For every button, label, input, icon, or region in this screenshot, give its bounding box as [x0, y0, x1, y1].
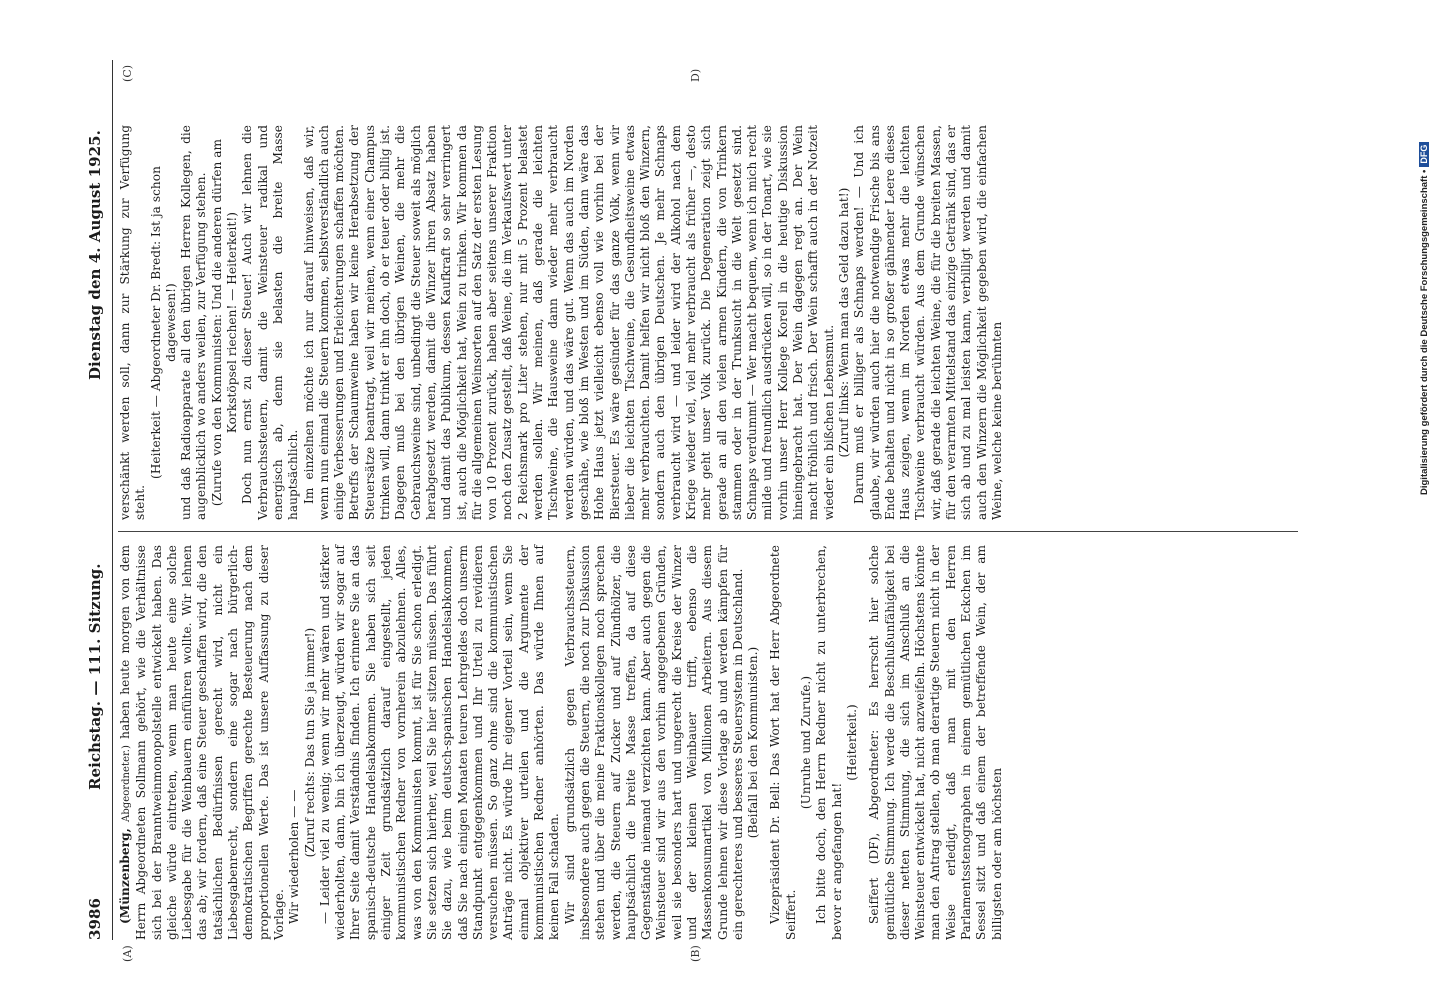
page-header: [88, 60, 110, 940]
session-date: Dienstag den 4. August 1925.: [86, 130, 104, 380]
paragraph-text: Im einzelnen möchte ich nur darauf hinweisen, daß wir, wenn nun einmal die Steuern kommen, selbstverständlich auch einige Verbesserungen und Erleichterungen schaffen möchten. Betreffs der Schaumweine haben wir keine Herabsetzung der Steuersätze beantragt, weil wir meinen, wenn einer Champus trinken will, dann trinkt er ihn doch, ob er teuer oder billig ist. Dagegen muß bei den übrigen Weinen, die mehr die Gebrauchsweine sind, unbedingt die Steuer soweit als möglich herabgesetzt werden, damit die Winzer ihren Absatz haben und damit das Publikum, dessen Kaufkraft so sehr verringert ist, auch die Möglichkeit hat, Wein zu trinken. Wir kommen da für die allgemeinen Weinsorten auf den Satz der ersten Lesung von 10 Prozent zurück, haben aber seitens unserer Fraktion noch den Zusatz gestellt, daß Weine, die im Verkaufswert unter 2 Reichsmark pro Liter stehen, nur mit 5 Prozent belastet werden sollen. Wir meinen, daß gerade die leichten Tischweine, die Hausweine dann wieder mehr verbraucht werden würden, und das wäre gut. Wenn das auch im Norden geschähe, wie bloß im Westen und im Süden, dann wäre das Hohe Haus jetzt vielleicht ebenso voll wie vorhin bei der Biersteuer. Es wäre gesünder für das ganze Volk, wenn wir lieber die leichten Tischweine, die Gesundheitsweine etwas mehr verbrauchten. Damit helfen wir nicht bloß den Winzern, sondern auch den übrigen Deutschen. Je mehr Schnaps verbraucht wird — und leider wird der Alkohol nach dem Kriege wieder viel, viel mehr verbraucht als früher —, desto mehr geht unser Volk zurück. Die Degeneration zeigt sich gerade an all den vielen armen Kindern, die von Trinkern stammen oder in der Trunksucht in die Welt gesetzt sind. Schnaps verdummt — Wer macht bequem, wenn ich mich recht milde und freundlich ausdrücken will, so in der Tonart, wie sie vorhin unser Herr Kollege Korell in die heutige Diskussion hineingebracht hat. Der Wein dagegen regt an. Der Wein macht fröhlich und frisch. Der Wein schafft auch in der Notzeit wieder ein bißchen Lebensmut.: [301, 125, 836, 520]
right-column-paragraph: [179, 125, 210, 520]
margin-marker-b: (B): [689, 945, 702, 962]
paragraph-text: haben heute morgen von dem Herrn Abgeordneten Sollmann gehört, wie die Verhältnisse sich bei der Branntweinmonopolstelle entwickelt haben. Das gleiche würde eintreten, wenn man heute eine solche Liebesgabe für die Weinbauern einführen wollte. Wir lehnen das ab; wir fordern, daß eine Steuer geschaffen wird, die den tatsächlichen Bedürfnissen gerecht wird, nicht ein Liebesgabenrecht, sondern eine sogar nach bürgerlich-demokratischen Begriffen gerechte Besteuerung nach dem proportionellen Werte. Das ist unsere Auffassung zu dieser Vorlage.: [118, 545, 286, 940]
column-divider: [118, 531, 1298, 532]
session-title: Reichstag. — 111. Sitzung.: [86, 563, 104, 790]
paragraph-text: (Heiterkeit — Abgeordneter Dr. Bredt: Ist ja schon dagewesen!): [148, 166, 178, 479]
side-note-text: Digitalisierung gefördert durch die Deutsche Forschungsgemeinschaft •: [1419, 169, 1430, 495]
paragraph-text: (Zurufe von den Kommunisten: Und die anderen dürfen am Korkstöpsel riechen! — Heiterkeit!): [209, 138, 240, 507]
page-number: 3986: [86, 898, 104, 940]
paragraph-text: (Zuruf links: Wenn man das Geld dazu hat!): [836, 187, 851, 458]
left-column-paragraph: [318, 545, 563, 940]
margin-marker-a: (A): [121, 945, 134, 962]
left-column-paragraph: [814, 545, 845, 940]
paragraph-text: Ich bitte doch, den Herrn Redner nicht zu unterbrechen, bevor er angefangen hat!: [814, 545, 844, 940]
speaker-name: (Münzenberg,: [118, 828, 132, 924]
paragraph-text: Wir wiederholen — —: [287, 789, 302, 924]
right-column-paragraph: [118, 125, 149, 520]
right-column-paragraph: [240, 125, 301, 520]
paragraph-text: Wir sind grundsätzlich gegen Verbrauchssteuern, insbesondere auch gegen die Steuern, die noch zur Diskussion stehen und über die meine Fraktionskollegen noch sprechen werden, die Steuern auf Zucker und auf Zündhölzer, die hauptsächlich die breite Masse treffen, da auf diese Gegenstände niemand verzichten kann. Aber auch gegen die Weinsteuer sind wir aus den vorhin angegebenen Gründen, weil sie besonders hart und ungerecht die Kreise der Winzer und der kleinen Weinbauer trifft, ebenso die Massenkonsumartikel von Millionen Arbeitern. Aus diesem Grunde lehnen wir diese Vorlage ab und werden kämpfen für ein gerechteres und besseres Steuersystem in Deutschland.: [562, 545, 745, 940]
paragraph-text: (Heiterkeit.): [844, 704, 859, 781]
left-column-paragraph: [799, 545, 814, 940]
right-column-paragraph: [149, 125, 180, 520]
right-column-paragraph: [837, 125, 852, 520]
left-column-paragraph: [845, 545, 860, 940]
left-column-paragraph: [746, 545, 761, 940]
paragraph-text: verschänkt werden soll, dann zur Stärkung zur Verfügung steht.: [118, 125, 148, 520]
right-column-paragraph: [210, 125, 241, 520]
paragraph-text: Seiffert (DF), Abgeordneter: Es herrscht hier solche gemütliche Stimmung. Ich werde die Beschlußunfähigkeit bei dieser netten Stimmung, die sich im Anschluß an die Weinsteuer entwickelt hat, nicht anzweifeln. Höchstens könnte man den Antrag stellen, ob man derartige Steuern nicht in der Weise erledigt, daß man mit den Herren Parlamentsstenographen in einem gemütlichen Eckchen im Sessel sitzt und daß einem der betreffende Wein, der am billigsten oder am höchsten: [867, 545, 1004, 940]
right-column: [118, 125, 1005, 520]
paragraph-text: (Zuruf rechts: Das tun Sie ja immer!): [302, 627, 317, 858]
margin-marker-d: D): [689, 68, 702, 82]
left-column-paragraph: [867, 545, 1005, 940]
paragraph-text: — Leider viel zu wenig; wenn wir mehr wären und stärker wiederholten, dann, bin ich überzeugt, würden wir sogar auf Ihrer Seite damit Verständnis finden. Ich erinnere Sie an das spanisch-deutsche Handelsabkommen. Sie haben sich seit einiger Zeit grundsätzlich darauf eingestellt, jeden kommunistischen Redner von vornherein abzulehnen. Alles, was von den Kommunisten kommt, ist für Sie schon erledigt. Sie setzen sich hierher, weil Sie hier sitzen müssen. Das führt Sie dazu, wie beim deutsch-spanischen Handelsabkommen, daß Sie nach einigen Monaten teuren Lehrgeldes doch unserm Standpunkt entgegenkommen und Ihr Urteil zu revidieren versuchen müssen. So ganz ohne sind die kommunistischen Anträge nicht. Es würde Ihr eigener Vorteil sein, wenn Sie einmal objektiver urteilen und die Argumente der kommunistischen Redner anhörten. Das würde Ihnen auf keinen Fall schaden.: [317, 545, 562, 940]
header-rule: [112, 60, 113, 940]
left-column-paragraph: [303, 545, 318, 940]
paragraph-text: (Unruhe und Zurufe.): [799, 675, 814, 810]
paragraph-text: und daß Radioapparate all den übrigen Herren Kollegen, die augenblicklich wo anders weilen, zur Verfügung stehen.: [179, 125, 209, 520]
dfg-logo: DFG: [1419, 142, 1429, 167]
left-column-paragraph: [563, 545, 747, 940]
right-column-paragraph: [302, 125, 837, 520]
left-column-paragraph: [768, 545, 799, 940]
left-column-paragraph: [287, 545, 302, 940]
left-column-paragraph: [118, 545, 287, 940]
paragraph-text: Doch nun ernst zu dieser Steuer! Auch wir lehnen die Verbrauchssteuern, damit die Weinsteuer radikal und energisch ab, denn sie belasten die breite Masse hauptsächlich.: [240, 125, 301, 520]
document-page: [86, 60, 1298, 962]
paragraph-text: Vizepräsident Dr. Bell: Das Wort hat der Herr Abgeordnete Seiffert.: [768, 545, 798, 940]
speaker-note: Abgeordneter.): [121, 745, 132, 822]
margin-marker-c: (C): [121, 64, 134, 82]
left-column: [118, 545, 1005, 940]
paragraph-text: (Beifall bei den Kommunisten.): [746, 646, 761, 839]
paragraph-text: Darum muß er billiger als Schnaps werden! — Und ich glaube, wir würden auch hier die notwendige Frische bis ans Ende behalten und nicht in so großer gähnender Leere dieses Haus zeigen, wenn im Norden etwas mehr die leichten Tischweine verbraucht würden. Aus dem Grunde wünschen wir, daß gerade die leichten Weine, die für die breiten Massen, für den verarmten Mittelstand das einzige Getränk sind, das er sich ab und zu mal leisten kann, verbilligt werden und damit auch den Winzern die Möglichkeit gegeben wird, die einfachen Weine, welche keine berühmten: [852, 125, 1004, 520]
right-column-paragraph: [852, 125, 1005, 520]
